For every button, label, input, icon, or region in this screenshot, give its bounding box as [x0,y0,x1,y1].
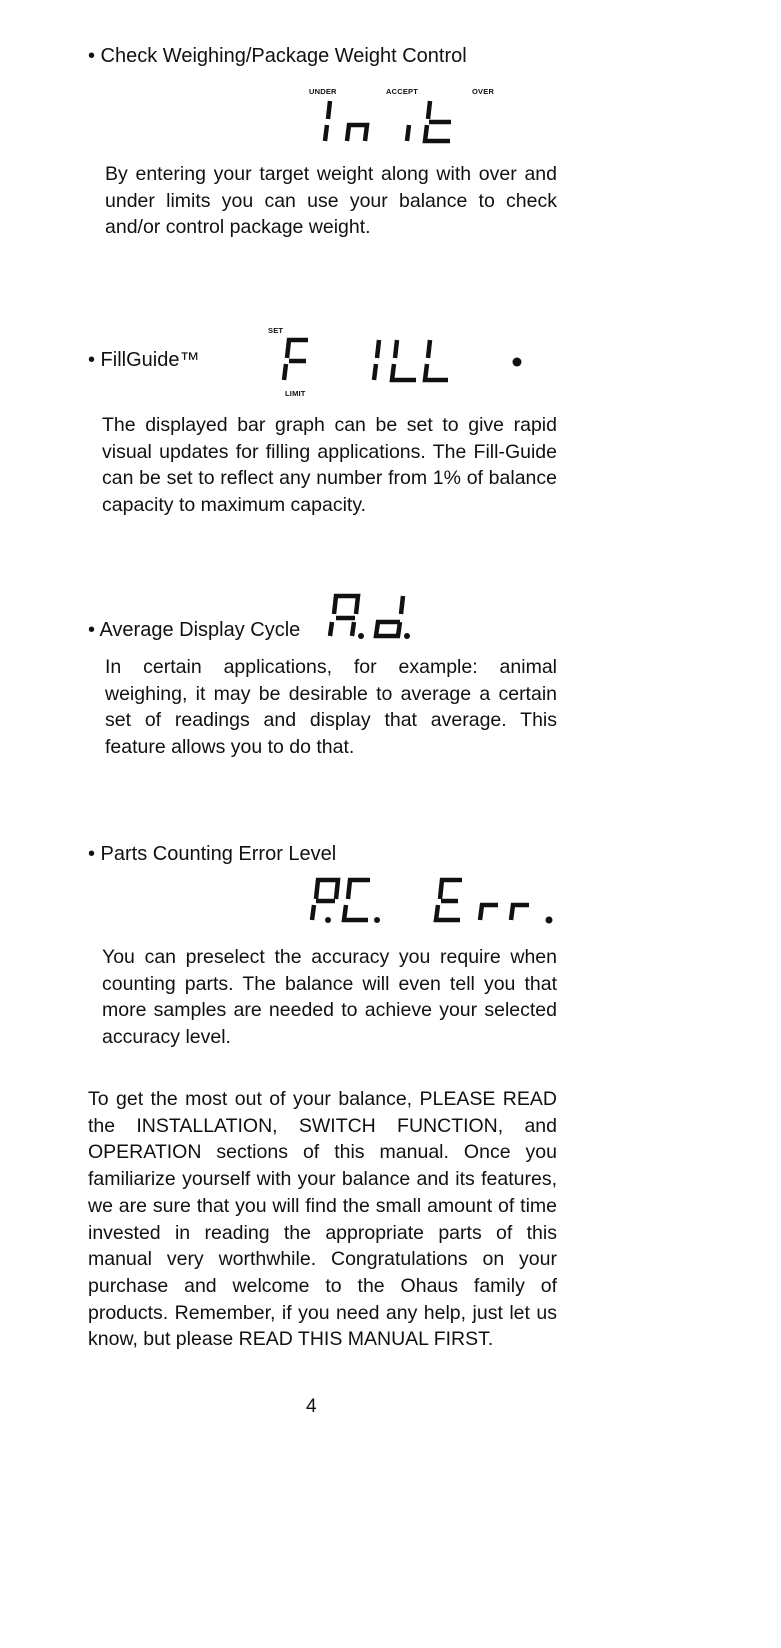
section-body-check-weighing: By entering your target weight along with over and under limits you can use your balance to check and/or control package weight. [105,163,557,239]
closing-paragraph: To get the most out of your balance, PLEASE READ the INSTALLATION, SWITCH FUNCTION, and OPERATION sections of this manual. Once you familiarize yourself with your balance and its features, we are sure that you will find the small amount of time invested in reading the appropriate parts of this manual very worthwhile. Congratulations on your purchase and welcome to the Ohaus family of products. Remember, if you need any help, just let us know, but please READ THIS MANUAL FIRST. [88,1088,557,1351]
lcd-display-fill [278,334,538,390]
lcd-display-init [300,95,480,151]
lcd-label-set: SET [268,326,284,335]
section-body-average-display: In certain applications, for example: animal weighing, it may be desirable to average a certain set of readings and display that average. This feature allows you to do that. [105,656,557,759]
lcd-display-pc-err [300,870,570,932]
lcd-label-accept: ACCEPT [386,87,419,96]
section-heading-average-display: • Average Display Cycle [88,619,301,641]
section-heading-fillguide: • FillGuide™ [88,349,200,371]
lcd-label-over: OVER [472,87,495,96]
section-body-parts-counting: You can preselect the accuracy you require when counting parts. The balance will even tell you that more samples are needed to achieve your selected accuracy level. [102,946,557,1049]
section-body-fillguide: The displayed bar graph can be set to give rapid visual updates for filling applications. The Fill-Guide can be set to reflect any number from 1% of balance capacity to maximum capacity. [102,414,557,517]
section-heading-parts-counting: • Parts Counting Error Level [88,843,337,865]
lcd-label-limit: LIMIT [285,389,306,398]
page-number: 4 [306,1396,317,1417]
lcd-label-under: UNDER [309,87,337,96]
section-heading-check-weighing: • Check Weighing/Package Weight Control [88,45,467,67]
lcd-display-ad [322,586,422,644]
